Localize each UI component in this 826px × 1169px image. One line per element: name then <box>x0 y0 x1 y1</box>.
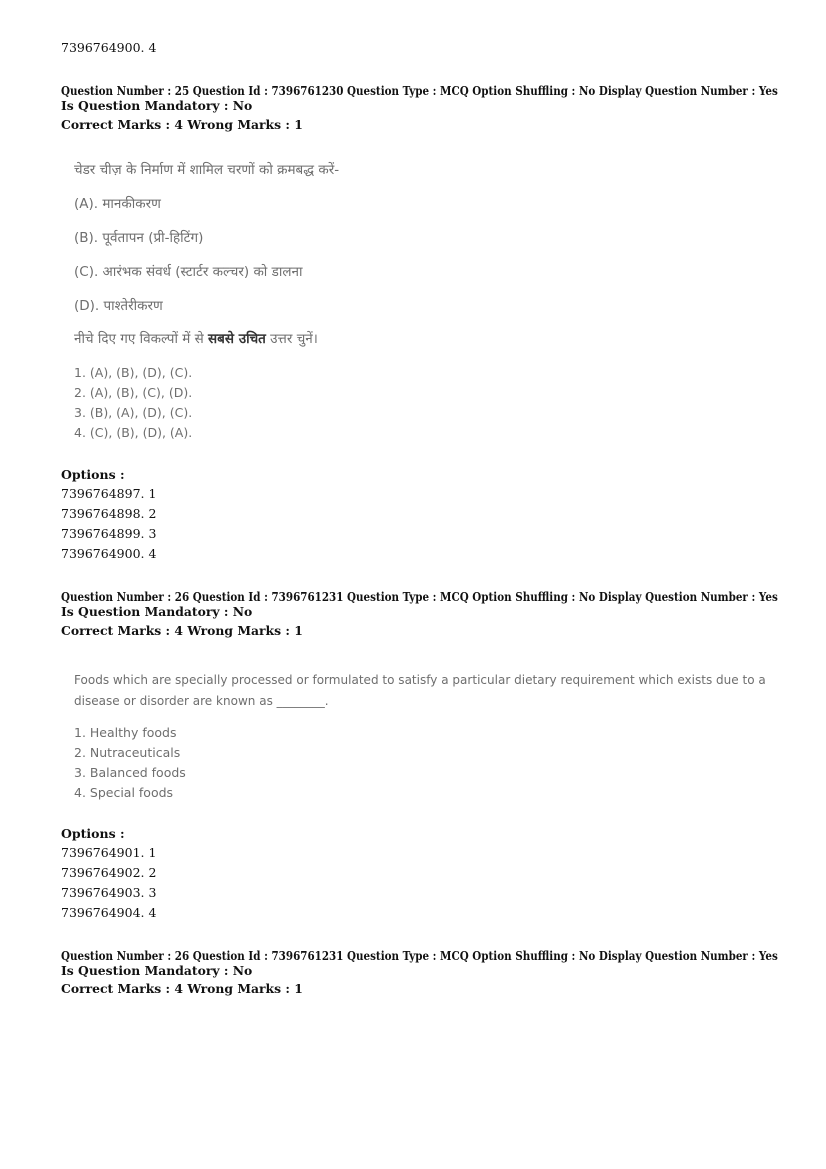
q26-option-3: 7396764903. 3 <box>61 885 157 900</box>
q26b-marks: Correct Marks : 4 Wrong Marks : 1 <box>61 981 303 996</box>
q25-option-4: 7396764900. 4 <box>61 546 157 561</box>
q25-question-text: चेडर चीज़ के निर्माण में शामिल चरणों को क्रमबद्ध करें- <box>74 162 340 178</box>
q25-instruction-bold: सबसे उचित <box>208 331 266 347</box>
q25-item-a: (A). मानकीकरण <box>74 196 161 212</box>
q26-question-line2: disease or disorder are known as ________. <box>74 693 329 708</box>
q25-item-b: (B). पूर्वतापन (प्री-हिटिंग) <box>74 230 204 246</box>
q26-options-label: Options : <box>61 826 125 841</box>
q26-question-image <box>74 669 826 803</box>
q26-choices <box>74 723 826 803</box>
q25-item-d: (D). पाश्‍तेरीकरण <box>74 298 163 314</box>
q26-choice-1: 1. Healthy foods <box>74 725 177 740</box>
q26-option-2: 7396764902. 2 <box>61 865 157 880</box>
q25-choice-1: 1. (A), (B), (D), (C). <box>74 365 193 380</box>
q26-meta: Question Number : 26 Question Id : 7396761231 Question Type : MCQ Option Shuffling : No Display Question Number : Yes <box>61 589 778 604</box>
previous-option-line: 7396764900. 4 <box>61 40 157 55</box>
q25-question-image <box>74 160 339 443</box>
q26-marks: Correct Marks : 4 Wrong Marks : 1 <box>61 623 303 638</box>
q25-option-1: 7396764897. 1 <box>61 486 157 501</box>
q25-option-3: 7396764899. 3 <box>61 526 157 541</box>
q25-instruction-pre: नीचे दिए गए विकल्पों में से <box>74 331 209 347</box>
q25-meta: Question Number : 25 Question Id : 7396761230 Question Type : MCQ Option Shuffling : No Display Question Number : Yes <box>61 83 778 98</box>
q26-choice-4: 4. Special foods <box>74 785 174 800</box>
q26-mandatory: Is Question Mandatory : No <box>61 604 253 619</box>
q25-choices <box>74 363 339 443</box>
q25-instruction-post: उत्तर चुनें। <box>265 331 318 347</box>
q26-choice-2: 2. Nutraceuticals <box>74 745 181 760</box>
q25-choice-4: 4. (C), (B), (D), (A). <box>74 425 193 440</box>
q25-choice-2: 2. (A), (B), (C), (D). <box>74 385 193 400</box>
q25-mandatory: Is Question Mandatory : No <box>61 98 253 113</box>
q26-choice-3: 3. Balanced foods <box>74 765 186 780</box>
q26-option-4: 7396764904. 4 <box>61 905 157 920</box>
q26-option-1: 7396764901. 1 <box>61 845 157 860</box>
q25-option-2: 7396764898. 2 <box>61 506 157 521</box>
q25-instruction <box>74 329 339 349</box>
q25-choice-3: 3. (B), (A), (D), (C). <box>74 405 193 420</box>
q26b-meta: Question Number : 26 Question Id : 7396761231 Question Type : MCQ Option Shuffling : No Display Question Number : Yes <box>61 948 778 963</box>
q26-question-line1: Foods which are specially processed or formulated to satisfy a particular dietary requirement which exists due to a <box>74 672 766 687</box>
q25-item-c: (C). आरंभक संवर्ध (स्टार्टर कल्चर) को डालना <box>74 264 303 280</box>
q26b-mandatory: Is Question Mandatory : No <box>61 963 253 978</box>
q25-options-label: Options : <box>61 467 125 482</box>
q25-marks: Correct Marks : 4 Wrong Marks : 1 <box>61 117 303 132</box>
